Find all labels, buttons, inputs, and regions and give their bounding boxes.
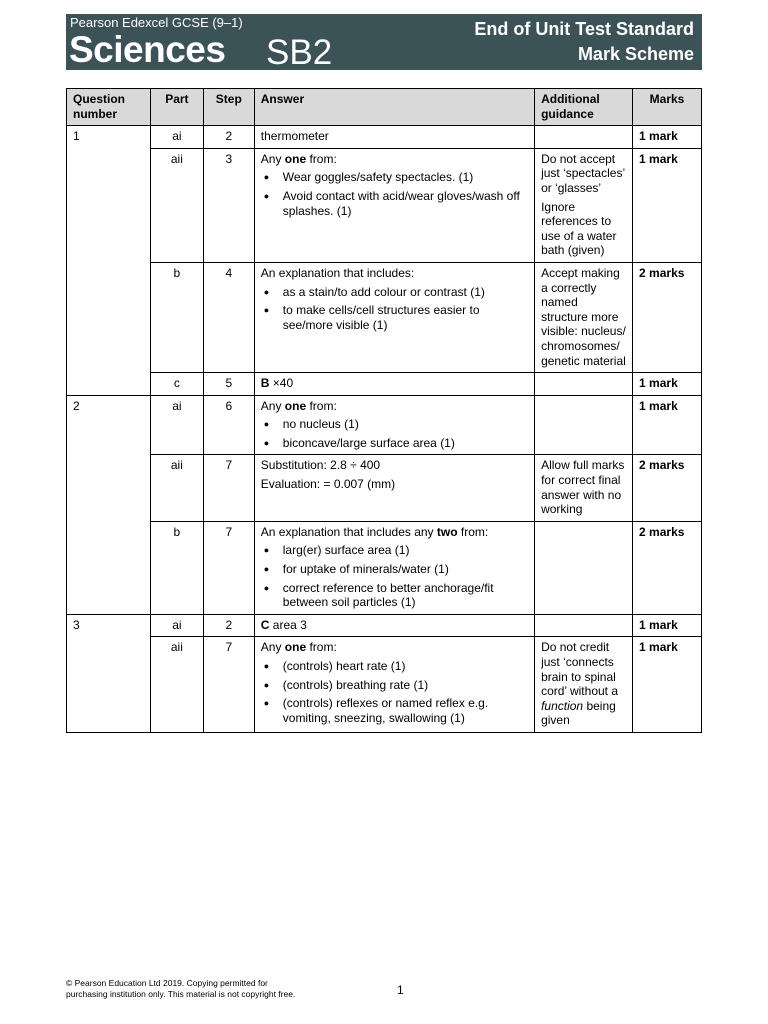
step-cell: 3 <box>203 148 254 262</box>
copyright-line-1: © Pearson Education Ltd 2019. Copying permitted for <box>66 978 268 988</box>
guidance-cell <box>535 521 633 614</box>
guidance-cell <box>535 637 633 733</box>
part-cell: aii <box>150 455 203 521</box>
answer-bullet: ● (controls) heart rate (1) <box>261 659 528 674</box>
marks-cell: 2 marks <box>633 455 702 521</box>
col-header-answer: Answer <box>254 89 534 126</box>
guidance-text: Do not accept just ‘spectacles’ or ‘glasses’ <box>541 151 625 195</box>
step-cell: 2 <box>203 126 254 149</box>
marks-cell: 2 marks <box>633 262 702 372</box>
table-row <box>67 455 702 521</box>
answer-bullet: ● larg(er) surface area (1) <box>261 543 528 558</box>
answer-line: Substitution: 2.8 ÷ 400 <box>260 458 381 473</box>
part-cell: ai <box>150 614 203 637</box>
col-header-step: Step <box>203 89 254 126</box>
table-row <box>67 126 702 149</box>
document-title-line1: End of Unit Test Standard <box>474 19 694 39</box>
part-cell: b <box>150 262 203 372</box>
step-cell: 6 <box>203 395 254 455</box>
step-cell: 7 <box>203 521 254 614</box>
marks-cell: 1 mark <box>633 637 702 733</box>
answer-cell <box>254 126 534 149</box>
col-header-marks: Marks <box>633 89 702 126</box>
table-row <box>67 614 702 637</box>
table-row <box>67 148 702 262</box>
mark-scheme-table <box>66 88 702 733</box>
marks-cell: 1 mark <box>633 126 702 149</box>
col-header-guidance: Additional guidance <box>535 89 633 126</box>
answer-bullet: ● (controls) reflexes or named reflex e.g. vomiting, sneezing, swallowing (1) <box>261 696 528 725</box>
answer-cell <box>254 148 534 262</box>
header-banner <box>66 14 702 70</box>
table-row <box>67 637 702 733</box>
answer-line: An explanation that includes: <box>260 265 415 280</box>
page-number: 1 <box>397 983 404 997</box>
answer-line: Any one from: <box>260 640 337 655</box>
answer-line: An explanation that includes any two from: <box>260 524 489 539</box>
answer-line: Evaluation: = 0.007 (mm) <box>260 477 396 492</box>
answer-cell <box>254 395 534 455</box>
answer-bullet: ● no nucleus (1) <box>261 417 528 432</box>
marks-cell: 1 mark <box>633 395 702 455</box>
answer-bullet: ● Avoid contact with acid/wear gloves/wash off splashes. (1) <box>261 189 528 218</box>
answer-cell <box>254 262 534 372</box>
guidance-cell <box>535 262 633 372</box>
document-title-line2: Mark Scheme <box>577 44 694 64</box>
marks-cell: 1 mark <box>633 373 702 396</box>
series-label: Pearson Edexcel GCSE (9–1) <box>70 15 243 30</box>
table-row <box>67 521 702 614</box>
guidance-cell <box>535 126 633 149</box>
answer-cell <box>254 637 534 733</box>
answer-cell <box>254 614 534 637</box>
guidance-cell <box>535 455 633 521</box>
marks-cell: 2 marks <box>633 521 702 614</box>
part-cell: aii <box>150 637 203 733</box>
guidance-text: Accept making a correctly named structure more visible: nucleus/ chromosomes/ genetic material <box>541 265 626 368</box>
question-number-cell: 3 <box>67 614 151 732</box>
answer-bullet: ● to make cells/cell structures easier to see/more visible (1) <box>261 303 528 332</box>
guidance-cell <box>535 395 633 455</box>
table-body <box>67 126 702 733</box>
question-number-cell: 1 <box>67 126 151 396</box>
copyright-line-2: purchasing institution only. This material is not copyright free. <box>66 989 296 999</box>
answer-cell <box>254 373 534 396</box>
answer-bullet: ● Wear goggles/safety spectacles. (1) <box>261 170 528 185</box>
col-header-question: Question number <box>67 89 151 126</box>
answer-line: B ×40 <box>260 376 294 391</box>
step-cell: 2 <box>203 614 254 637</box>
brand-title: Sciences <box>69 29 226 70</box>
copyright-notice <box>66 978 295 1000</box>
part-cell: ai <box>150 395 203 455</box>
answer-bullet-list <box>261 285 528 333</box>
answer-bullet-list <box>261 659 528 725</box>
step-cell: 5 <box>203 373 254 396</box>
col-header-part: Part <box>150 89 203 126</box>
guidance-cell <box>535 614 633 637</box>
question-number-cell: 2 <box>67 395 151 614</box>
answer-bullet-list <box>261 170 528 218</box>
answer-bullet-list <box>261 543 528 609</box>
answer-bullet: ● as a stain/to add colour or contrast (1) <box>261 285 528 300</box>
answer-bullet: ● (controls) breathing rate (1) <box>261 678 528 693</box>
answer-cell <box>254 455 534 521</box>
guidance-text: Ignore references to use of a water bath (given) <box>541 199 617 258</box>
table-row <box>67 395 702 455</box>
answer-bullet-list <box>261 417 528 450</box>
answer-bullet: ● for uptake of minerals/water (1) <box>261 562 528 577</box>
part-cell: b <box>150 521 203 614</box>
answer-cell <box>254 521 534 614</box>
step-cell: 7 <box>203 455 254 521</box>
answer-line: Any one from: <box>260 398 337 413</box>
marks-cell: 1 mark <box>633 614 702 637</box>
part-cell: ai <box>150 126 203 149</box>
step-cell: 7 <box>203 637 254 733</box>
marks-cell: 1 mark <box>633 148 702 262</box>
part-cell: aii <box>150 148 203 262</box>
answer-bullet: ● correct reference to better anchorage/fit between soil particles (1) <box>261 581 528 610</box>
answer-line: thermometer <box>260 129 329 144</box>
answer-line: C area 3 <box>260 617 307 632</box>
guidance-cell <box>535 148 633 262</box>
answer-bullet: ● biconcave/large surface area (1) <box>261 436 528 451</box>
guidance-text: Do not credit just ‘connects brain to spinal cord’ without a function being given <box>541 640 619 728</box>
answer-line: Any one from: <box>260 151 337 166</box>
table-row <box>67 373 702 396</box>
guidance-text: Allow full marks for correct final answer with no working <box>541 458 625 517</box>
table-header-row <box>67 89 702 126</box>
table-row <box>67 262 702 372</box>
step-cell: 4 <box>203 262 254 372</box>
part-cell: c <box>150 373 203 396</box>
guidance-cell <box>535 373 633 396</box>
unit-code: SB2 <box>266 33 333 72</box>
